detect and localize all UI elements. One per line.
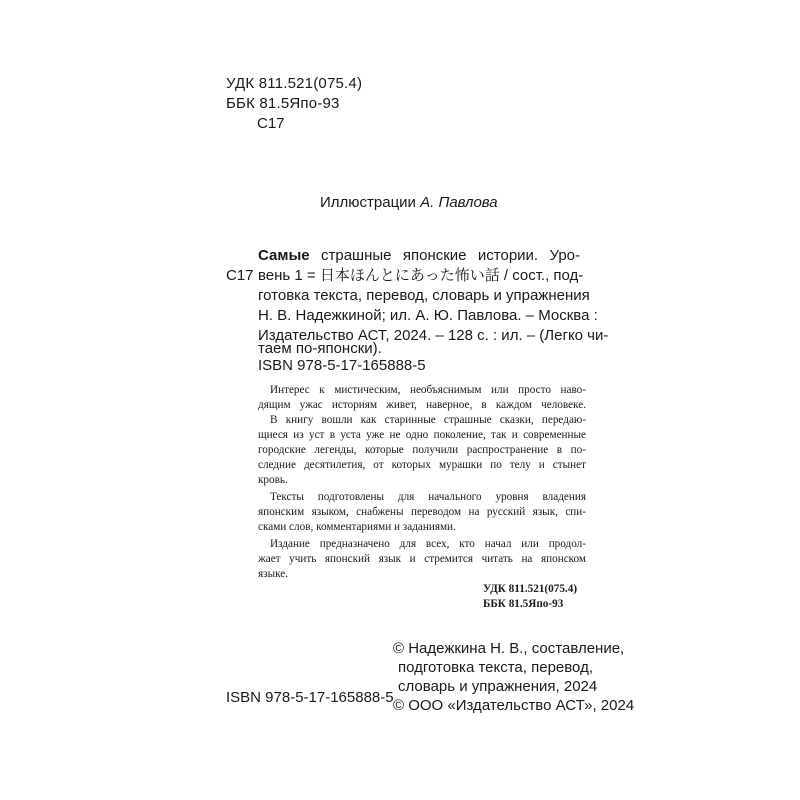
biblio-line: Н. В. Надежкиной; ил. А. Ю. Павлова. – Москва : [258,307,598,324]
bbk-classification: ББК 81.5Япо-93 [483,598,564,610]
author-code-biblio: С17 [226,267,254,284]
biblio-title-bold: Самые [258,247,310,264]
biblio-line: таем по-японски). [258,340,382,357]
isbn-bottom: ISBN 978-5-17-165888-5 [226,689,394,706]
annotation-line: следние десятилетия, от которых мурашки по телу и стынет [258,459,586,471]
biblio-line: Издательство АСТ, 2024. – 128 с. : ил. – (Легко чи- [258,327,609,344]
bbk-header: ББК 81.5Япо-93 [226,95,340,112]
annotation-line: щиеся из уст в уста уже не одно поколение, так и современные [258,429,586,441]
biblio-line: Самые страшные японские истории. Уро- [258,247,580,264]
copyright-line: © ООО «Издательство АСТ», 2024 [393,697,635,714]
annotation-line: городские легенды, которые получили распространение в по- [258,444,586,456]
annotation-line: кровь. [258,474,288,486]
biblio-line: вень 1 = 日本ほんとにあった怖い話 / сост., под- [258,267,584,284]
annotation-line: дящим ужас историям живет, наверное, в каждом человеке. [258,399,586,411]
copyright-line: подготовка текста, перевод, [398,659,593,676]
udk-header: УДК 811.521(075.4) [226,75,363,92]
annotation-line: японским языком, снабжены переводом на русский язык, спи- [258,506,586,518]
annotation-line: жает учить японский язык и стремится читать на японском [258,553,586,565]
annotation-line: Тексты подготовлены для начального уровня владения [270,491,586,503]
annotation-line: языке. [258,568,289,580]
annotation-line: В книгу вошли как старинные страшные сказки, передаю- [270,414,586,426]
illustrator-name: А. Павлова [420,194,498,211]
illustrations-label: Иллюстрации [320,194,416,211]
annotation-line: Интерес к мистическим, необъяснимым или просто наво- [270,384,586,396]
annotation-line: сками слов, комментариями и заданиями. [258,521,456,533]
biblio-line: готовка текста, перевод, словарь и упражнения [258,287,590,304]
illustrations-credit [320,193,498,212]
isbn-biblio: ISBN 978-5-17-165888-5 [258,357,426,374]
copyright-line: словарь и упражнения, 2024 [398,678,598,695]
copyright-line: © Надежкина Н. В., составление, [393,640,625,657]
udk-classification: УДК 811.521(075.4) [483,583,578,595]
annotation-line: Издание предназначено для всех, кто начал или продол- [270,538,586,550]
author-code-header: С17 [257,115,285,132]
